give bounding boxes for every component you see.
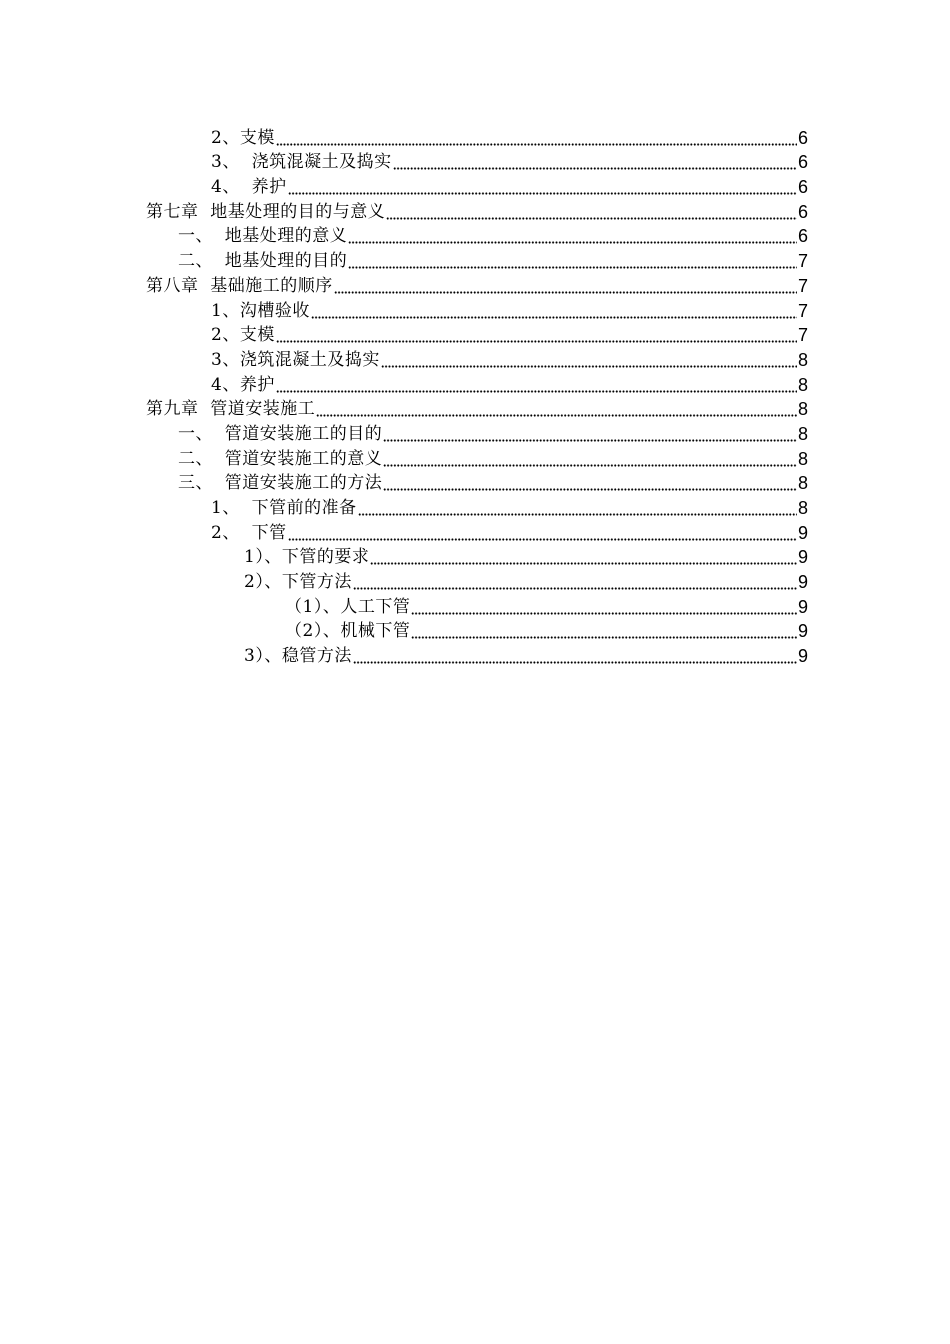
toc-entry-page-number: 7	[797, 325, 808, 346]
toc-entry-page-number: 8	[797, 374, 808, 395]
toc-entry-title: 2、支模	[211, 127, 275, 148]
toc-entry-title: 一、 管道安装施工的目的	[178, 423, 383, 444]
toc-dot-leader	[316, 399, 797, 419]
toc-entry-page-number: 6	[797, 226, 808, 247]
toc-entry-page-number: 6	[797, 177, 808, 198]
toc-entry-page-number: 9	[797, 522, 808, 543]
toc-dot-leader	[383, 449, 797, 469]
toc-entry-title: 三、 管道安装施工的方法	[178, 473, 383, 494]
toc-entry[interactable]	[0, 567, 950, 592]
toc-entry[interactable]	[0, 172, 950, 197]
toc-dot-leader	[381, 350, 797, 370]
toc-entry-title: 2、 下管	[211, 522, 287, 543]
toc-entry-page-number: 8	[797, 399, 808, 420]
toc-entry-page-number: 9	[797, 572, 808, 593]
toc-entry-page-number: 8	[797, 498, 808, 518]
toc-dot-leader	[383, 424, 797, 444]
toc-entry[interactable]	[0, 493, 950, 518]
toc-entry[interactable]	[0, 123, 950, 148]
toc-entry-title: 3）、稳管方法	[244, 646, 352, 667]
toc-entry[interactable]	[0, 444, 950, 469]
toc-dot-leader	[276, 375, 797, 395]
toc-entry-title: 第九章 管道安装施工	[146, 399, 316, 420]
toc-entry-title: （2）、机械下管	[285, 621, 411, 642]
toc-entry[interactable]	[0, 469, 950, 494]
toc-entry-title: 1、 下管前的准备	[211, 498, 357, 518]
toc-dot-leader	[311, 301, 797, 321]
toc-entry-title: 3、 浇筑混凝土及捣实	[211, 152, 392, 173]
toc-entry-page-number: 7	[797, 251, 808, 272]
toc-entry[interactable]	[0, 518, 950, 543]
toc-entry[interactable]	[0, 617, 950, 642]
toc-entry[interactable]	[0, 395, 950, 420]
toc-entry-title: 3、浇筑混凝土及捣实	[211, 349, 380, 370]
toc-entry-title: 二、 管道安装施工的意义	[178, 448, 383, 469]
toc-entry-title: 1）、下管的要求	[244, 547, 370, 568]
toc-entry[interactable]	[0, 543, 950, 568]
toc-dot-leader	[358, 498, 797, 518]
toc-dot-leader	[276, 128, 797, 148]
toc-entry-title: （1）、人工下管	[285, 596, 411, 617]
toc-entry-page-number: 6	[797, 127, 808, 148]
toc-entry[interactable]	[0, 370, 950, 395]
toc-entry-page-number: 9	[797, 646, 808, 667]
toc-entry[interactable]	[0, 641, 950, 666]
toc-dot-leader	[288, 523, 797, 543]
toc-entry-page-number: 6	[797, 152, 808, 173]
toc-dot-leader	[353, 572, 797, 592]
toc-entry-title: 2）、下管方法	[244, 572, 352, 593]
toc-dot-leader	[370, 547, 797, 567]
toc-dot-leader	[288, 177, 797, 197]
toc-dot-leader	[411, 621, 797, 641]
toc-dot-leader	[348, 226, 797, 246]
toc-entry[interactable]	[0, 592, 950, 617]
toc-entry-title: 第七章 地基处理的目的与意义	[146, 201, 386, 222]
toc-entry-page-number: 8	[797, 423, 808, 444]
toc-entry-page-number: 8	[797, 448, 808, 469]
toc-dot-leader	[411, 597, 797, 617]
toc-entry-title: 4、养护	[211, 374, 275, 395]
toc-entry-title: 一、 地基处理的意义	[178, 226, 348, 247]
toc-entry-title: 二、 地基处理的目的	[178, 251, 348, 272]
toc-entry[interactable]	[0, 148, 950, 173]
table-of-contents	[0, 123, 950, 666]
toc-dot-leader	[334, 276, 797, 296]
toc-dot-leader	[386, 202, 797, 222]
toc-dot-leader	[353, 646, 797, 666]
toc-entry-title: 1、沟槽验收	[211, 300, 310, 321]
toc-entry-page-number: 7	[797, 300, 808, 321]
toc-entry[interactable]	[0, 321, 950, 346]
toc-entry[interactable]	[0, 296, 950, 321]
toc-entry[interactable]	[0, 271, 950, 296]
toc-dot-leader	[393, 152, 797, 172]
toc-entry-page-number: 9	[797, 621, 808, 642]
toc-entry-page-number: 8	[797, 473, 808, 494]
toc-entry-page-number: 6	[797, 201, 808, 222]
toc-dot-leader	[383, 473, 797, 493]
toc-entry-title: 2、支模	[211, 325, 275, 346]
toc-dot-leader	[276, 325, 797, 345]
toc-entry[interactable]	[0, 419, 950, 444]
toc-entry[interactable]	[0, 345, 950, 370]
toc-entry-page-number: 8	[797, 349, 808, 370]
toc-dot-leader	[348, 251, 797, 271]
toc-entry[interactable]	[0, 197, 950, 222]
toc-entry-title: 4、 养护	[211, 177, 287, 198]
toc-entry-page-number: 9	[797, 547, 808, 568]
toc-entry[interactable]	[0, 246, 950, 271]
toc-entry-title: 第八章 基础施工的顺序	[146, 275, 333, 296]
toc-entry-page-number: 9	[797, 596, 808, 617]
toc-entry[interactable]	[0, 222, 950, 247]
toc-entry-page-number: 7	[797, 275, 808, 296]
